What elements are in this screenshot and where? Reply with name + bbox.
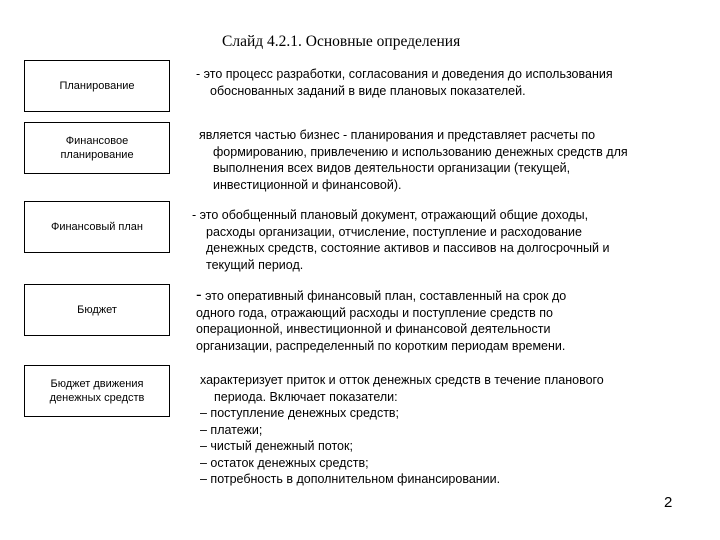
- definition-line: выполнения всех видов деятельности организации (текущей,: [213, 161, 571, 175]
- definition-line: организации, распределенный по коротким периодам времени.: [196, 338, 566, 353]
- definition-list-item: – поступление денежных средств;: [200, 406, 400, 420]
- page-number: 2: [664, 494, 673, 511]
- term-label: планирование: [60, 149, 134, 161]
- definition-line: одного года, отражающий расходы и поступление средств по: [196, 305, 553, 320]
- term-label: Финансовое: [65, 135, 129, 147]
- definition-financial-planning: [199, 127, 699, 193]
- definition-line: операционной, инвестиционной и финансовой деятельности: [196, 322, 551, 336]
- slide-title: Слайд 4.2.1. Основные определения: [222, 33, 461, 50]
- term-box-planning: [24, 60, 170, 112]
- definition-financial-plan: [192, 207, 692, 273]
- definition-line: расходы организации, отчисление, поступление и расходование: [206, 224, 582, 239]
- definition-line: - это обобщенный плановый документ, отражающий общие доходы,: [192, 208, 589, 222]
- term-label: Планирование: [59, 80, 135, 92]
- definition-dash: -: [196, 285, 202, 304]
- definition-list-item: – остаток денежных средств;: [200, 455, 369, 470]
- term-label: Финансовый план: [50, 221, 144, 233]
- definition-line: периода. Включает показатели:: [214, 389, 398, 404]
- definition-line: характеризует приток и отток денежных средств в течение планового: [200, 373, 604, 387]
- definition-planning: [196, 66, 696, 99]
- term-box-cash-flow-budget: [24, 365, 170, 417]
- definition-list-item: – потребность в дополнительном финансировании.: [200, 472, 501, 486]
- term-box-financial-plan: [24, 201, 170, 253]
- definition-line: текущий период.: [206, 257, 304, 272]
- definition-line: обоснованных заданий в виде плановых показателей.: [210, 83, 526, 98]
- term-label: Бюджет движения: [50, 378, 144, 390]
- term-label: Бюджет: [77, 304, 117, 316]
- term-box-budget: [24, 284, 170, 336]
- term-label: денежных средств: [49, 392, 145, 404]
- definition-budget: [196, 285, 696, 354]
- definition-line: является частью бизнес - планирования и представляет расчеты по: [199, 128, 596, 142]
- definition-line: инвестиционной и финансовой).: [213, 177, 402, 192]
- definition-cash-flow-budget: [200, 372, 700, 488]
- definition-list-item: – платежи;: [200, 422, 263, 437]
- definition-list-item: – чистый денежный поток;: [200, 439, 353, 453]
- term-box-financial-planning: [24, 122, 170, 174]
- definition-line: - это процесс разработки, согласования и доведения до использования: [196, 67, 613, 81]
- definition-line: это оперативный финансовый план, составленный на срок до: [201, 289, 567, 303]
- definition-line: формированию, привлечению и использованию денежных средств для: [213, 144, 628, 159]
- definition-line: денежных средств, состояние активов и пассивов на долгосрочный и: [206, 241, 610, 255]
